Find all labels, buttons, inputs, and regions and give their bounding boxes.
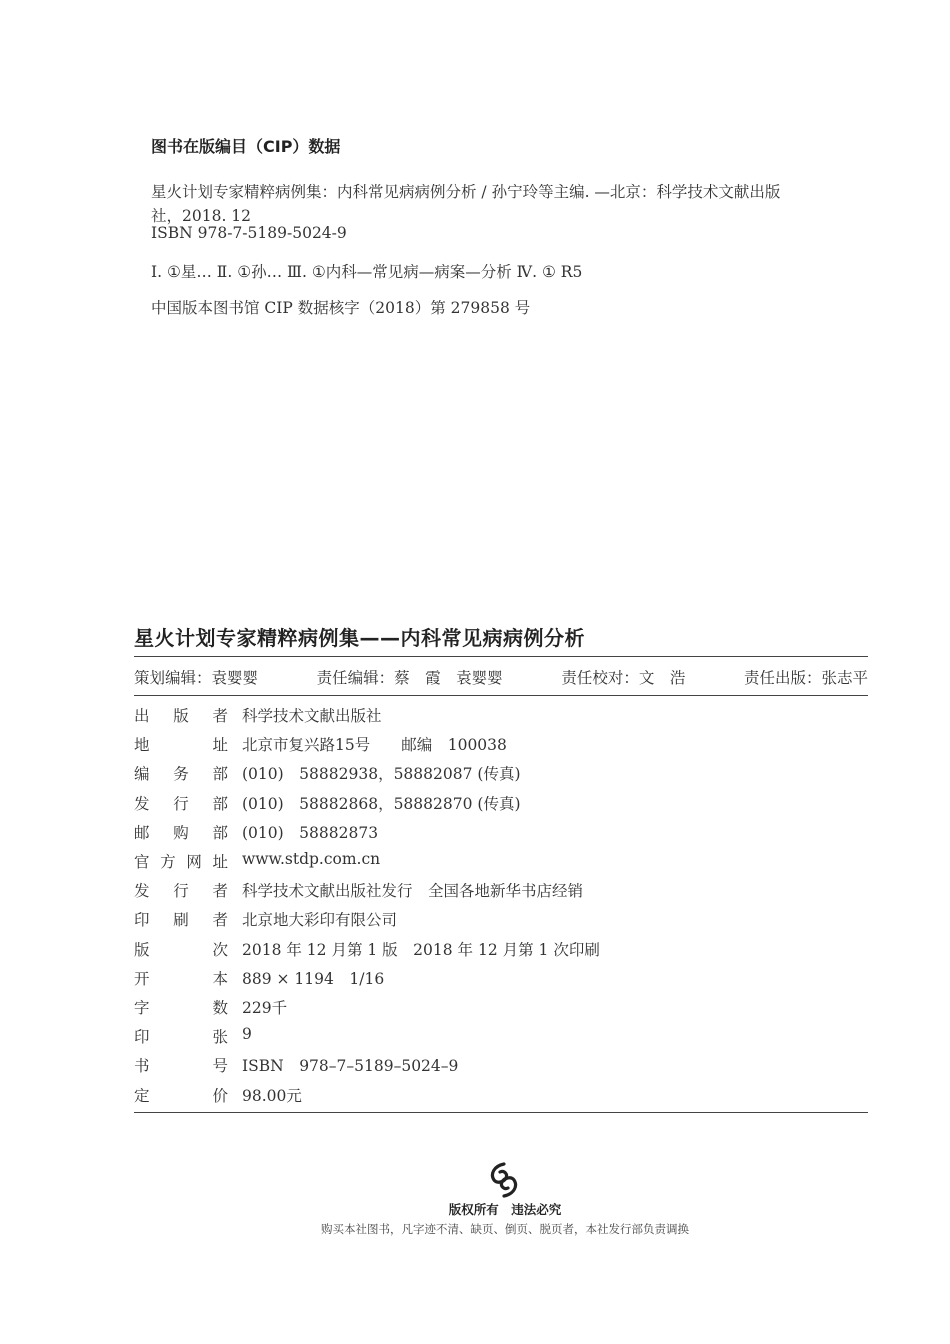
info-label-char: 址 [212,853,228,871]
info-label-char: 者 [212,707,228,725]
info-label [134,1054,228,1076]
info-label-char: 价 [212,1086,228,1105]
info-label-char: 本 [212,969,228,988]
info-label [134,704,228,726]
info-label-char: 地 [134,736,150,755]
info-label-char: 号 [212,1057,228,1076]
info-value: 229千 [242,999,288,1017]
info-value: 科学技术文献出版社 [242,707,382,725]
info-value: 北京市复兴路15号 邮编 100038 [242,736,507,755]
info-label-char: 数 [212,999,228,1017]
info-label [134,792,228,814]
info-label-char: 发 [134,794,150,813]
info-label-char: 部 [212,823,228,842]
info-label-char: 定 [134,1086,150,1105]
info-label [134,908,228,930]
title-rule [134,656,868,657]
info-label-char: 印 [134,1028,150,1047]
cip-classification: Ⅰ. ①星… Ⅱ. ①孙… Ⅲ. ①内科—常见病—病案—分析 Ⅳ. ① R5 [151,263,583,281]
publisher-logo-icon [484,1160,524,1200]
info-label [134,996,228,1018]
info-label-char: 邮 [134,823,150,842]
info-label-char: 者 [212,911,228,930]
info-label-char: 出 [134,707,150,725]
info-label-char: 刷 [173,911,189,930]
cip-heading: 图书在版编目（CIP）数据 [151,137,341,156]
responsible-editor: 责任编辑：蔡 霞 袁婴婴 [316,669,503,687]
info-label-char: 次 [212,940,228,959]
info-value: www.stdp.com.cn [242,850,381,868]
cip-entry-line-1: 星火计划专家精粹病例集：内科常见病病例分析 / 孙宁玲等主编. —北京：科学技术文献出版 [151,183,781,201]
info-value: (010) 58882873 [242,823,379,842]
info-label-char: 印 [134,911,150,930]
info-label-char: 官 [134,853,150,871]
cip-entry-line-2: 社，2018. 12 [151,207,252,225]
cip-isbn: ISBN 978-7-5189-5024-9 [151,224,347,242]
info-label-char: 方 [160,853,176,871]
editors-line [134,666,868,688]
info-value: 2018 年 12 月第 1 版 2018 年 12 月第 1 次印刷 [242,940,600,959]
info-label [134,1084,228,1106]
info-label [134,733,228,755]
info-value: ISBN 978–7–5189–5024–9 [242,1057,459,1076]
book-title: 星火计划专家精粹病例集——内科常见病病例分析 [134,626,585,650]
cip-data-number: 中国版本图书馆 CIP 数据核字（2018）第 279858 号 [151,299,531,317]
rights-reserved: 版权所有 违法必究 [448,1202,562,1217]
info-value: 北京地大彩印有限公司 [242,911,398,930]
responsible-publishing: 责任出版：张志平 [743,669,868,687]
info-label-char: 发 [134,882,150,901]
info-label [134,938,228,960]
info-label-char: 编 [134,765,150,784]
editors-rule [134,695,868,696]
info-value: (010) 58882868，58882870 (传真) [242,794,521,813]
info-value: 98.00元 [242,1086,302,1105]
info-label-char: 版 [134,940,150,959]
info-label-char: 行 [173,794,189,813]
info-label-char: 字 [134,999,150,1017]
planning-editor: 策划编辑：袁婴婴 [134,669,259,687]
info-bottom-rule [134,1112,868,1113]
info-label-char: 址 [212,736,228,755]
info-label [134,762,228,784]
info-value: (010) 58882938，58882087 (传真) [242,765,521,784]
info-label-char: 务 [173,765,189,784]
responsible-proofreader: 责任校对：文 浩 [561,669,686,687]
info-label-char: 者 [212,882,228,901]
info-label-char: 行 [173,882,189,901]
info-label-char: 部 [212,765,228,784]
info-label [134,879,228,901]
info-label-char: 网 [186,853,202,871]
info-value: 科学技术文献出版社发行 全国各地新华书店经销 [242,882,584,901]
info-label-char: 书 [134,1057,150,1076]
info-label [134,821,228,843]
info-label-char: 部 [212,794,228,813]
info-label-char: 版 [173,707,189,725]
info-value: 889 × 1194 1/16 [242,969,385,988]
info-label [134,967,228,989]
info-value: 9 [242,1025,252,1044]
info-label [134,1025,228,1047]
info-label [134,850,228,872]
info-label-char: 购 [173,823,189,842]
replacement-notice: 购买本社图书，凡字迹不清、缺页、倒页、脱页者，本社发行部负责调换 [321,1222,689,1236]
info-label-char: 张 [212,1028,228,1047]
info-label-char: 开 [134,969,150,988]
